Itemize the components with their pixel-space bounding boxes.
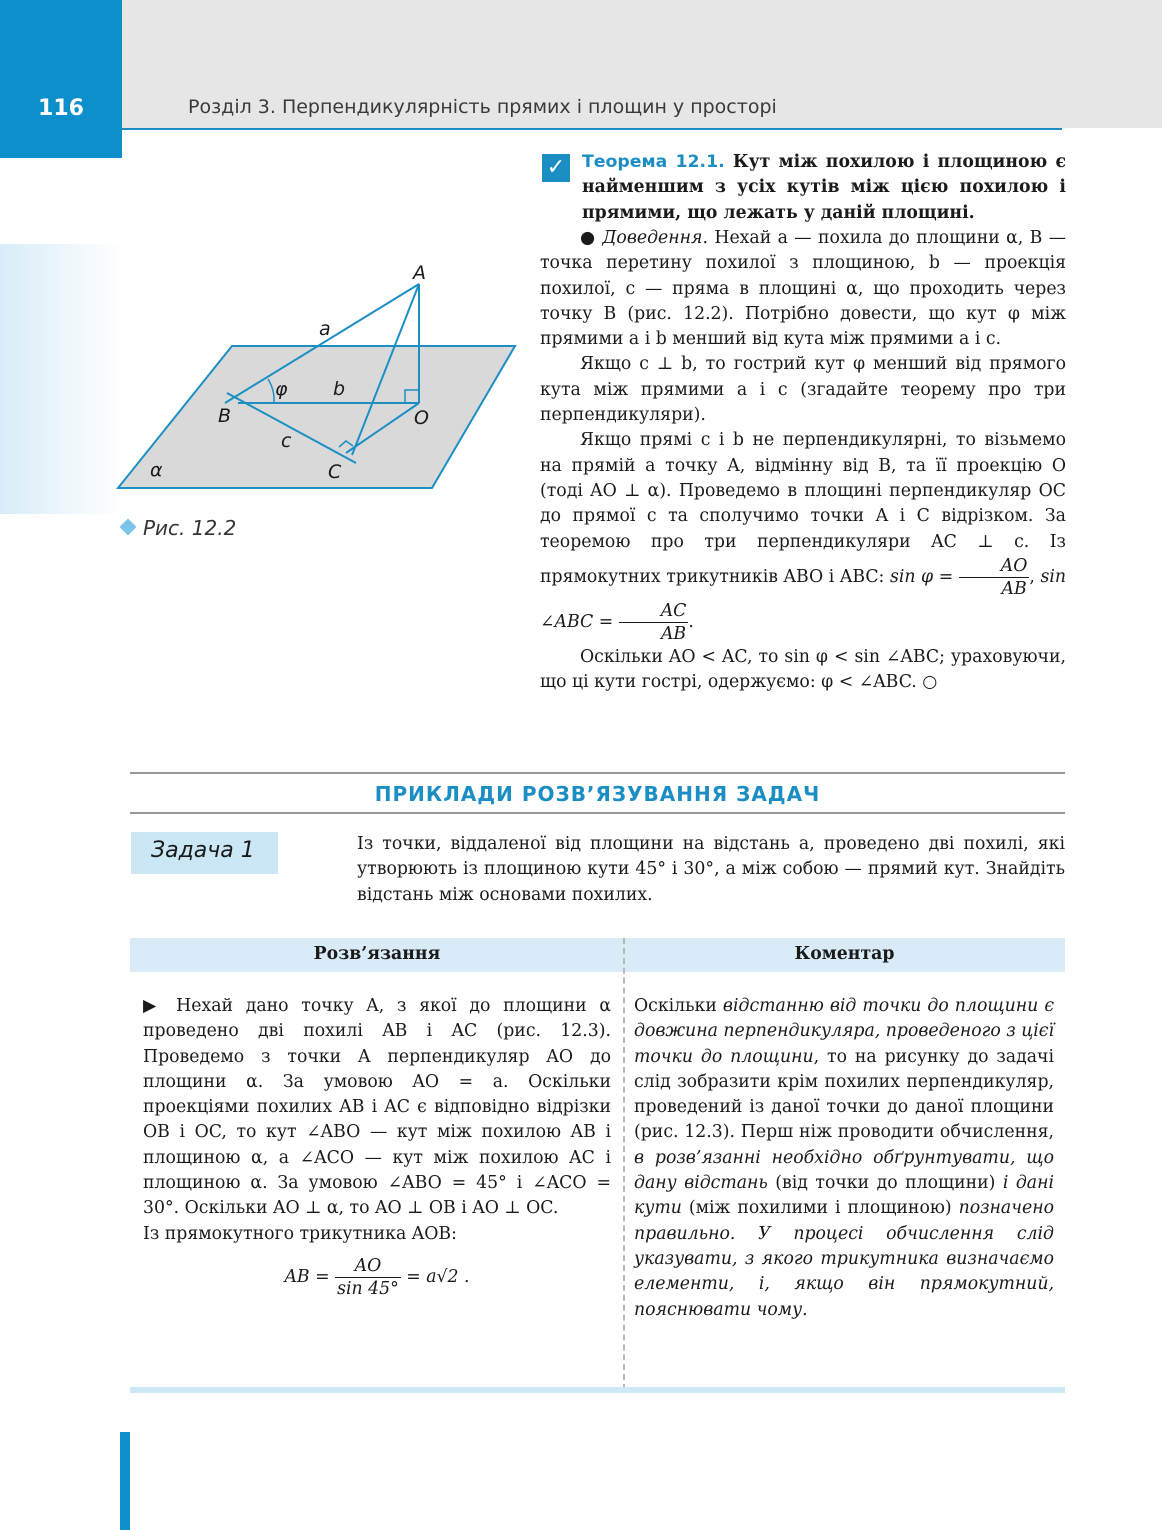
label-b: b bbox=[333, 378, 346, 400]
section-title: ПРИКЛАДИ РОЗВ’ЯЗУВАННЯ ЗАДАЧ bbox=[374, 782, 821, 806]
formula-sin-abc-lhs: sin ∠ABC = bbox=[540, 566, 1066, 632]
comment-text-3: (від точки до площини) bbox=[767, 1173, 1003, 1194]
comment-text-4: (між похилими і площиною) bbox=[681, 1198, 959, 1219]
fraction-ao-ab bbox=[959, 555, 1030, 600]
label-B: B bbox=[218, 405, 232, 427]
table-header-comment: Коментар bbox=[794, 944, 895, 964]
comment-text-1: Оскільки bbox=[634, 996, 723, 1016]
comment-paragraph bbox=[634, 994, 1054, 1323]
label-A: A bbox=[413, 262, 426, 284]
table-header-solution: Розв’язання bbox=[313, 944, 441, 964]
proof-paragraph-3 bbox=[540, 428, 1066, 644]
label-a: a bbox=[319, 318, 331, 340]
page-number: 116 bbox=[38, 96, 84, 121]
proof-paragraph-2: Якщо c ⊥ b, то гострий кут φ менший від прямого кута між прямими a і c (згадайте теорему про три перпендикуляри). bbox=[540, 354, 1066, 426]
diamond-icon bbox=[120, 519, 137, 536]
solution-column bbox=[143, 994, 611, 1300]
theorem-title: Теорема 12.1. bbox=[582, 152, 725, 172]
formula-sin-phi-lhs: sin φ = bbox=[889, 566, 954, 587]
header-rule bbox=[122, 128, 1062, 130]
fraction-numerator: AO bbox=[335, 1255, 401, 1278]
formula-lhs: AB = bbox=[284, 1266, 330, 1287]
proof-paragraph-4 bbox=[540, 645, 1066, 696]
proof-paragraph-1 bbox=[540, 226, 1066, 352]
solution-formula bbox=[143, 1255, 611, 1300]
fraction-ac-ab bbox=[619, 600, 689, 645]
theorem-block bbox=[582, 150, 1066, 226]
chapter-title: Розділ 3. Перпендикулярність прямих і площин у просторі bbox=[188, 96, 777, 118]
label-phi: φ bbox=[275, 378, 288, 400]
comment-italic-4: позначено правильно. У процесі обчислення слід указувати, з якого трикутника визначаємо елементи, і, якщо він прямокутний, пояснювати чому. bbox=[634, 1198, 1054, 1320]
proof-text-4: Оскільки AO < AC, то sin φ < sin ∠ABC; ураховуючи, що ці кути гострі, одержуємо: φ < ∠ABC. bbox=[540, 646, 1066, 693]
proof-text-1: Нехай a — похила до площини α, B — точка перетину похилої з площиною, b — проекція похилої, c — пряма в площині α, що проходить через точку B (рис. 12.2). Потрібно довести, що кут φ між прямими a і b менший від кута між прямими a і c. bbox=[540, 228, 1067, 350]
proof-heading: Доведення. bbox=[602, 228, 708, 248]
label-C: C bbox=[328, 461, 342, 483]
fraction-numerator: AC bbox=[619, 600, 689, 623]
section-rule-bottom bbox=[130, 812, 1065, 814]
comment-text-2: , то на рисунку до задачі слід зобразити крім похилих перпендикуляр, проведений із даної точки до даної площини (рис. 12.3). Перш ніж проводити обчислення, bbox=[634, 1046, 1055, 1143]
fraction-denominator: AB bbox=[1001, 578, 1027, 599]
fraction-numerator: AO bbox=[959, 555, 1030, 578]
comment-italic-3: і дані кути bbox=[634, 1173, 1055, 1219]
side-gradient-decoration bbox=[0, 244, 122, 514]
comment-column bbox=[634, 994, 1054, 1323]
comment-italic-1: відстанню від точки до площини є довжина перпендикуляра, проведеного з цієї точки до площини bbox=[634, 996, 1054, 1067]
table-divider bbox=[623, 938, 625, 1390]
proof-text-3: Якщо прямі c і b не перпендикулярні, то візьмемо на прямій a точку A, відмінну від B, та її проекцію O (тоді AO ⊥ α). Проведемо в площині перпендикуляр OC до прямої c та сполучимо точки A і C відрізком. За теоремою про три перпендикуляри AC ⊥ c. Із прямокутних трикутників ABO і ABC: bbox=[540, 430, 1066, 587]
figure-caption-text: Рис. 12.2 bbox=[143, 516, 237, 540]
fraction-denominator: AB bbox=[660, 623, 687, 644]
fraction-denominator: sin 45° bbox=[337, 1278, 399, 1299]
figure-caption bbox=[122, 516, 236, 540]
solution-line-2: Із прямокутного трикутника AOB: bbox=[143, 1223, 457, 1244]
plane-alpha bbox=[118, 346, 515, 488]
bottom-accent-bar bbox=[120, 1432, 130, 1530]
solution-text: Нехай дано точку A, з якої до площини α проведено дві похилі AB і AC (рис. 12.3). Проведемо з точки A перпендикуляр AO до площини α. За умовою AO = a. Оскільки проекціями похилих AB і AC є відповідно відрізки OB і OC, то кут ∠ABO — кут між похилою AB і площиною α, а ∠ACO — кут між похилою AC і площиною α. За умовою ∠ABO = 45° і ∠ACO = 30°. Оскільки AO ⊥ α, то AO ⊥ OB і AO ⊥ OC. bbox=[143, 996, 611, 1219]
formula-sin-phi: sin φ = $\frac{AO}{AB}$ , bbox=[889, 555, 1041, 599]
figure-12-2 bbox=[110, 255, 530, 505]
fraction-ao-sin45 bbox=[335, 1255, 401, 1300]
label-O: O bbox=[414, 407, 429, 429]
bullet-icon: ● bbox=[580, 228, 596, 248]
page-number-tab bbox=[0, 0, 122, 158]
formula-sin-abc: sin ∠ABC = $\frac{AC}{AB}$ . bbox=[540, 566, 1066, 644]
task-text: Із точки, віддаленої від площини на відстань a, проведено дві похилі, які утворюють із площиною кути 45° і 30°, а між собою — прямий кут. Знайдіть відстань між основами похилих. bbox=[357, 834, 1065, 905]
section-rule-top bbox=[130, 772, 1065, 774]
label-c: c bbox=[281, 430, 292, 452]
triangle-marker-icon: ▶ bbox=[143, 996, 164, 1016]
table-bottom-rule bbox=[130, 1387, 1065, 1393]
label-alpha: α bbox=[150, 459, 163, 481]
solution-paragraph bbox=[143, 994, 611, 1222]
end-of-proof-icon: ○ bbox=[922, 672, 938, 693]
theorem-text: Кут між похилою і площиною є найменшим з усіх кутів між цією похилою і прямими, що лежать у даній площині. bbox=[582, 152, 1066, 223]
formula-rhs: = a√2 . bbox=[406, 1266, 470, 1287]
proof-block bbox=[540, 226, 1066, 695]
check-icon: ✓ bbox=[542, 154, 570, 182]
task-label: Задача 1 bbox=[151, 838, 255, 863]
comment-italic-2: в розв’язанні необхідно обґрунтувати, що дану відстань bbox=[634, 1147, 1054, 1194]
